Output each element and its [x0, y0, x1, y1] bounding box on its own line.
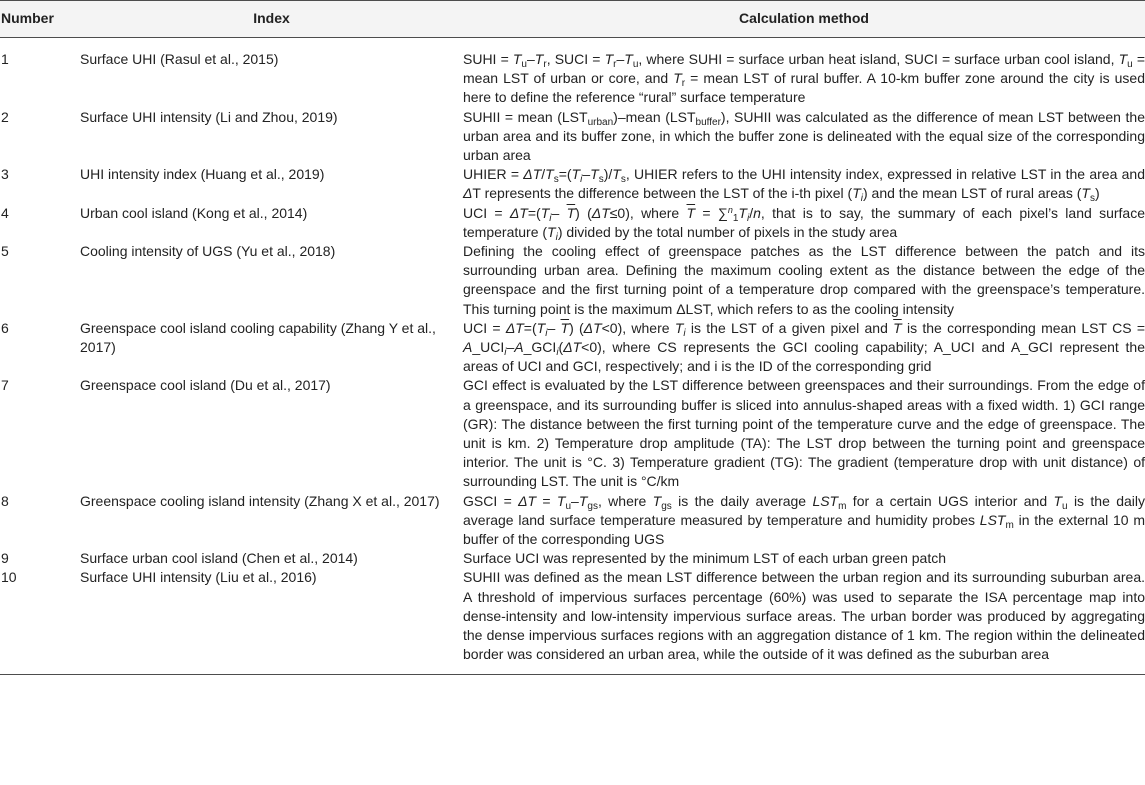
row-index: Surface UHI (Rasul et al., 2015) [80, 51, 279, 67]
table-row [0, 38, 1145, 108]
header-number: Number [0, 1, 80, 38]
row-index: Urban cool island (Kong et al., 2014) [80, 204, 308, 221]
row-method: SUHII was defined as the mean LST difference between the urban region and its surrounding suburban area. A threshold of impervious surfaces percentage (60%) was used to separate the ISA percentage map into dense-intensity and low-intensity impervious surface areas. The urban border was produced by aggregating the dense impervious surfaces regions with an aggregation distance of 1 km. The region within the delineated border was considered an urban area, while the outside of it was defined as the suburban area [463, 568, 1145, 674]
row-number: 9 [1, 550, 9, 567]
row-number: 6 [1, 319, 9, 336]
table-header-row [0, 1, 1145, 38]
row-method: SUHI = $T_u-T_r$, SUCI = $T_r-T_u$, where SUHI = surface urban heat island, SUCI = surface urban cool island, $T_u$ = mean LST of urban or core, and $T_r$ = mean LST of rural buffer. A 10-km buffer zone around the city is used here to define the reference “rural” surface temperature [463, 51, 1145, 106]
row-method: SUHII = mean $(LST_{urban})$–mean $(LST_{buffer})$, SUHII was calculated as the difference of mean LST between the urban area and its buffer zone, in which the buffer zone is delineated with the equal size of the corresponding urban area [463, 108, 1145, 164]
table-row [0, 549, 1145, 568]
row-index: UHI intensity index (Huang et al., 2019) [80, 166, 325, 183]
table-row [0, 108, 1145, 166]
row-index: Surface urban cool island (Chen et al., 2014) [80, 550, 358, 567]
row-number: 5 [1, 243, 9, 260]
row-index: Greenspace cooling island intensity (Zhang X et al., 2017) [80, 492, 440, 509]
row-method: UHIER = $\Delta T/T_s=(T_i-T_s)/T_s$, UHIER refers to the UHI intensity index, expressed in relative LST in the area and ΔT represents the difference between the LST of the i-th pixel $(T_i)$ and the mean LST of rural areas $(T_s)$ [463, 166, 1145, 205]
row-index: Surface UHI intensity (Liu et al., 2016) [80, 568, 463, 674]
row-index: Greenspace cool island cooling capability (Zhang Y et al., 2017) [80, 319, 436, 356]
row-method: GSCI = $\Delta T = T_u-T_{gs}$, where $T_{gs}$ is the daily average $LST_m$ for a certain UGS interior and $T_u$ is the daily average land surface temperature measured by temperature and humidity probes $LST_m$ in the external 10 m buffer of the corresponding UGS [463, 492, 1145, 548]
table-row [0, 568, 1145, 674]
row-method: Surface UCI was represented by the minimum LST of each urban green patch [463, 550, 946, 567]
table-row [0, 165, 1145, 203]
row-number: 2 [1, 108, 9, 125]
table-row [0, 376, 1145, 491]
table-row [0, 492, 1145, 550]
table-row [0, 204, 1145, 242]
row-index: Greenspace cool island (Du et al., 2017) [80, 377, 331, 394]
row-number: 7 [1, 377, 9, 394]
row-index: Surface UHI intensity (Li and Zhou, 2019) [80, 108, 338, 125]
row-number: 4 [1, 204, 9, 221]
row-index: Cooling intensity of UGS (Yu et al., 2018) [80, 243, 336, 260]
row-number: 8 [1, 492, 9, 509]
table-row [0, 319, 1145, 377]
row-number: 3 [1, 166, 9, 183]
row-number: 10 [0, 568, 80, 674]
row-method: Defining the cooling effect of greenspace patches as the LST difference between the patch and its surrounding urban area. Defining the maximum cooling extent as the distance between the edge of the greenspace and the first turning point of a temperature drop compared with the greenspace’s temperature. This turning point is the maximum ΔLST, which refers to as the cooling intensity [463, 243, 1145, 317]
row-method: GCI effect is evaluated by the LST difference between greenspaces and their surroundings. From the edge of a greenspace, and its surrounding buffer is sliced into annulus-shaped areas with a fixed width. 1) GCI range (GR): The distance between the first turning point of the temperature curve and the edge of greenspace. The unit is km. 2) Temperature drop amplitude (TA): The LST drop between the turning point and greenspace interior. The unit is °C. 3) Temperature gradient (TG): The gradient (temperature drop with unit distance) of surrounding LST. The unit is °C/km [463, 377, 1145, 490]
table-row [0, 242, 1145, 319]
row-method: UCI = $\Delta T=(T_i-$ $\overline{T}$) (ΔT≤0), where $\overline{T} = \sum^n_1T_i/n$, that is to say, the summary of each pixel’s land surface temperature $(T_i)$ divided by the total number of pixels in the study area [463, 204, 1145, 243]
header-calculation-method: Calculation method [463, 1, 1145, 38]
header-index: Index [80, 1, 463, 38]
row-method: UCI = $\Delta T=(T_i-$ $\overline{T}$) (ΔT<0), where $T_i$ is the LST of a given pixel and $\overline{T}$ is the corresponding mean LST CS = $A\_UCI_i-A\_GCI_i(\Delta T<0)$, where CS represents the GCI cooling capability; A_UCI and A_GCI represent the areas of UCI and GCI, respectively; and i is the ID of the corresponding grid [463, 319, 1145, 375]
row-number: 1 [1, 51, 9, 67]
